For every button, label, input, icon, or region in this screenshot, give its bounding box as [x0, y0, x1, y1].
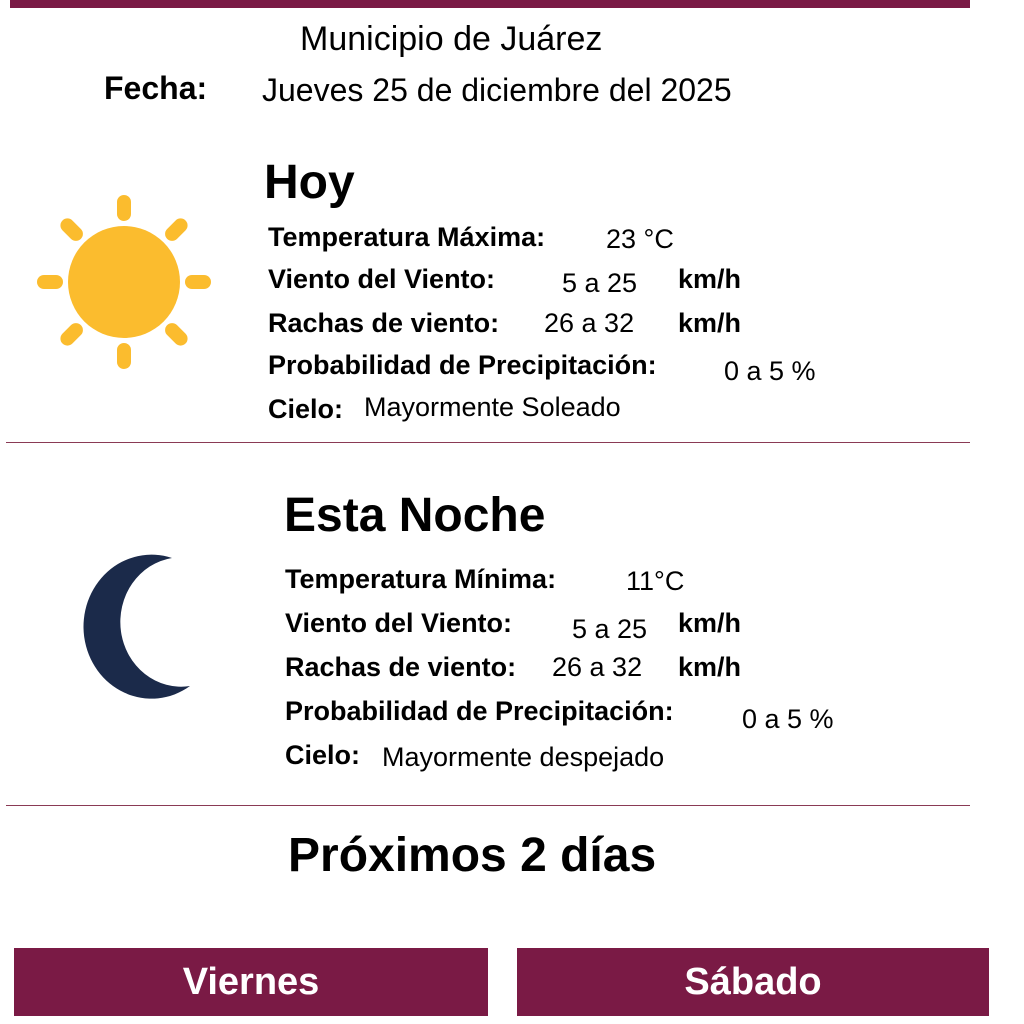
tonight-wind-unit: km/h: [678, 608, 742, 638]
day-tab-viernes[interactable]: Viernes: [14, 948, 488, 1016]
today-precip-label: Probabilidad de Precipitación:: [268, 350, 657, 380]
tonight-gusts-value: 26 a 32: [552, 652, 643, 682]
today-wind-unit: km/h: [678, 264, 742, 294]
today-sky-value: Mayormente Soleado: [364, 392, 621, 422]
tonight-sky-label: Cielo:: [285, 740, 361, 770]
date-label: Fecha:: [104, 70, 208, 106]
tonight-min-temp-label: Temperatura Mínima:: [285, 564, 557, 594]
tonight-min-temp-value: 11°C: [626, 566, 685, 596]
today-max-temp-value: 23 °C: [606, 224, 674, 254]
tonight-title: Esta Noche: [284, 489, 546, 542]
today-sky-label: Cielo:: [268, 394, 344, 424]
today-wind-value: 5 a 25: [562, 268, 638, 298]
tonight-sky-value: Mayormente despejado: [382, 742, 665, 772]
tonight-gusts-unit: km/h: [678, 652, 742, 682]
section-divider: [6, 805, 970, 806]
today-max-temp-label: Temperatura Máxima:: [268, 222, 546, 252]
today-gusts-value: 26 a 32: [544, 308, 635, 338]
today-gusts-unit: km/h: [678, 308, 742, 338]
tonight-precip-label: Probabilidad de Precipitación:: [285, 696, 674, 726]
today-wind-label: Viento del Viento:: [268, 264, 496, 294]
tonight-wind-label: Viento del Viento:: [285, 608, 513, 638]
today-precip-value: 0 a 5 %: [724, 356, 816, 386]
next-days-title: Próximos 2 días: [288, 829, 657, 882]
today-gusts-label: Rachas de viento:: [268, 308, 500, 338]
moon-icon: [62, 550, 202, 710]
date-value: Jueves 25 de diciembre del 2025: [262, 72, 732, 108]
today-title: Hoy: [264, 156, 355, 209]
section-divider: [6, 442, 970, 443]
tonight-precip-value: 0 a 5 %: [742, 704, 834, 734]
sun-icon: [34, 192, 214, 372]
top-accent-bar: [10, 0, 970, 8]
municipality-title: Municipio de Juárez: [300, 20, 603, 58]
day-tab-sabado[interactable]: Sábado: [517, 948, 989, 1016]
tonight-wind-value: 5 a 25: [572, 614, 648, 644]
tonight-gusts-label: Rachas de viento:: [285, 652, 517, 682]
